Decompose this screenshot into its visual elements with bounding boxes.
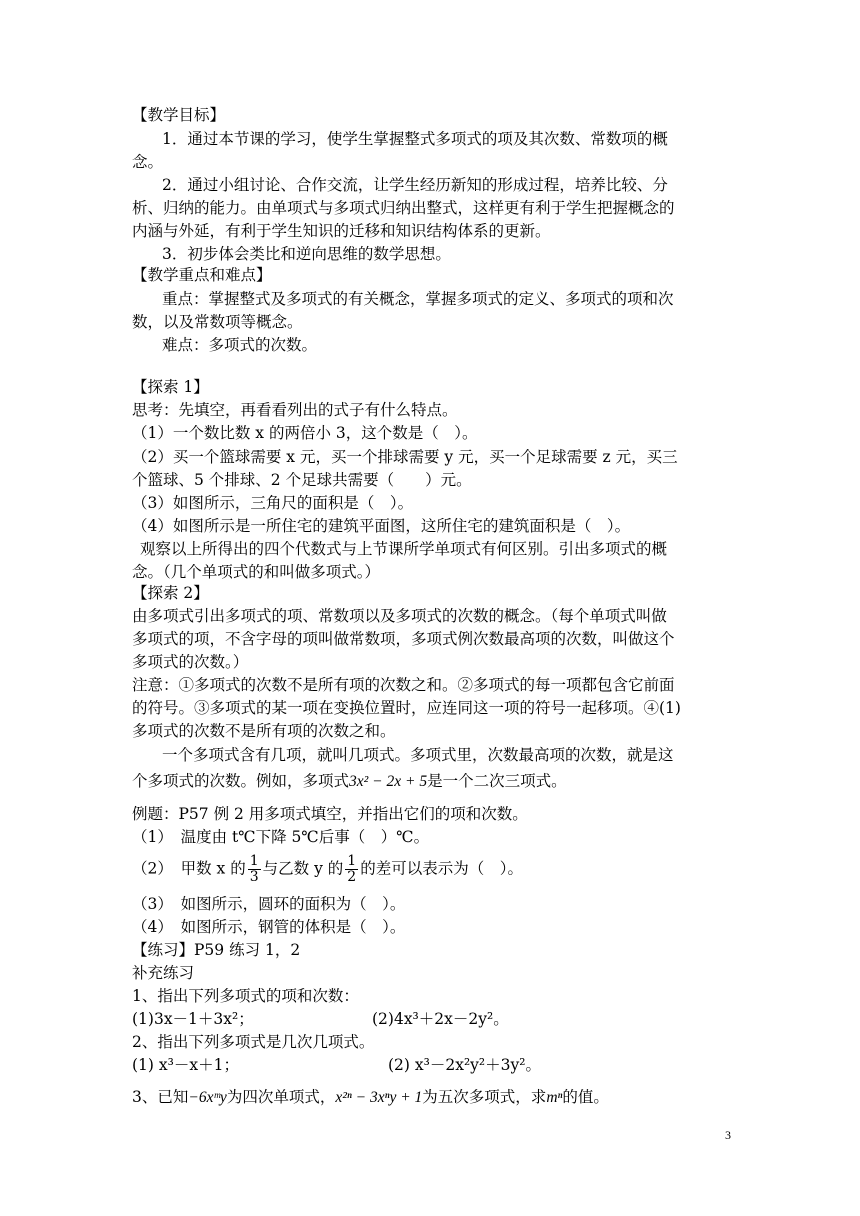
exercise-3-text-a: 3、已知 (132, 1088, 189, 1106)
practice-heading: 【练习】P59 练习 1，2 (132, 941, 301, 959)
example-4: （4） 如图所示，钢管的体积是（ ）。 (132, 918, 406, 936)
observe-line-2: 念。（几个单项式的和叫做多项式。） (132, 563, 381, 581)
question-3: （3）如图所示，三角尺的面积是（ ）。 (132, 494, 414, 512)
example-1: （1） 温度由 t℃下降 5℃后事（ ）℃。 (132, 828, 430, 846)
polynomial-example: 3x² − 2x + 5 (349, 773, 428, 790)
page-number: 3 (725, 1128, 731, 1142)
goal-2-line-1: 2．通过小组讨论、合作交流，让学生经历新知的形成过程，培养比较、分 (162, 176, 668, 194)
explore-1-heading: 【探索 1】 (132, 378, 209, 396)
fraction-1-numerator: 1 (249, 853, 259, 869)
think-prompt: 思考：先填空，再看看列出的式子有什么特点。 (132, 401, 458, 419)
exercise-2: 2、指出下列多项式是几次几项式。 (132, 1033, 375, 1051)
supplement-heading: 补充练习 (132, 964, 195, 982)
key-point-line-1: 重点：掌握整式及多项式的有关概念，掌握多项式的定义、多项式的项和次 (162, 290, 674, 308)
example-2 (132, 854, 523, 885)
note-line-2: 的符号。③多项式的某一项在变换位置时，应连同这一项的符号一起移项。④(1) (132, 699, 681, 717)
difficulty: 难点：多项式的次数。 (162, 336, 318, 354)
explore-2-line-2: 多项式的项，不含字母的项叫做常数项，多项式例次数最高项的次数，叫做这个 (132, 630, 675, 648)
goal-2-line-2: 析、归纳的能力。由单项式与多项式归纳出整式，这样更有利于学生把握概念的 (132, 199, 675, 217)
note-line-3: 多项式的次数不是所有项的次数之和。 (132, 722, 396, 740)
monomial-expression: −6xᵐy (188, 1089, 227, 1106)
key-point-line-2: 数，以及常数项等概念。 (132, 313, 303, 331)
explore-2-heading: 【探索 2】 (132, 584, 209, 602)
question-4: （4）如图所示是一所住宅的建筑平面图，这所住宅的建筑面积是（ ）。 (132, 517, 631, 535)
fraction-2-numerator: 1 (347, 853, 357, 869)
question-2-line-2: 个篮球、5 个排球、2 个足球共需要（ ）元。 (132, 471, 472, 489)
exercise-1-part-2: (2)4x³＋2x－2y²。 (372, 1010, 509, 1028)
explore-2-line-1: 由多项式引出多项式的项、常数项以及多项式的次数的概念。（每个单项式叫做 (132, 607, 667, 625)
exercise-3 (132, 1086, 609, 1109)
paragraph-line-1: 一个多项式含有几项，就叫几项式。多项式里，次数最高项的次数，就是这 (162, 746, 674, 764)
goal-1-line-1: 1．通过本节课的学习，使学生掌握整式多项式的项及其次数、常数项的概 (162, 130, 668, 148)
observe-line-1: 观察以上所得出的四个代数式与上节课所学单项式有何区别。引出多项式的概 (140, 540, 668, 558)
exercise-1-part-1: (1)3x－1＋3x²； (132, 1010, 254, 1028)
exercise-1: 1、指出下列多项式的项和次数： (132, 987, 359, 1005)
exercise-3-text-b: 为四次单项式， (226, 1088, 336, 1106)
fraction-1-denominator: 3 (249, 869, 259, 885)
question-1: （1）一个数比数 x 的两倍小 3，这个数是（ ）。 (132, 424, 478, 442)
goal-1-line-2: 念。 (132, 153, 164, 171)
example-2-text-a: （2） 甲数 x 的 (132, 859, 246, 878)
fraction-one-half (345, 854, 358, 885)
goal-2-line-3: 内涵与外延，有利于学生知识的迁移和知识结构体系的更新。 (132, 222, 551, 240)
explore-2-line-3: 多项式的次数。） (132, 653, 249, 671)
m-power-n: mⁿ (546, 1089, 563, 1106)
goal-3: 3．初步体会类比和逆向思维的数学思想。 (162, 245, 451, 263)
exercise-2-part-2: (2) x³－2x²y²＋3y²。 (388, 1056, 541, 1074)
key-heading: 【教学重点和难点】 (132, 266, 272, 284)
paragraph-line-2-text: 个多项式的次数。例如，多项式 (132, 772, 350, 790)
exercise-3-text-d: 的值。 (562, 1088, 609, 1106)
example-2-text-c: 的差可以表示为（ ）。 (360, 859, 523, 878)
example-3: （3） 如图所示，圆环的面积为（ ）。 (132, 895, 406, 913)
goals-heading: 【教学目标】 (132, 106, 226, 124)
example-intro: 例题：P57 例 2 用多项式填空，并指出它们的项和次数。 (132, 805, 528, 823)
fraction-2-denominator: 2 (347, 869, 357, 885)
exercise-2-part-1: (1) x³－x＋1； (132, 1056, 239, 1074)
paragraph-line-2-end: 是一个二次三项式。 (427, 772, 567, 790)
paragraph-line-2 (132, 770, 567, 793)
example-2-text-b: 与乙数 y 的 (262, 859, 344, 878)
exercise-3-text-c: 为五次多项式，求 (422, 1088, 547, 1106)
polynomial-expression: x²ⁿ − 3xⁿy + 1 (335, 1089, 423, 1106)
question-2-line-1: （2）买一个篮球需要 x 元，买一个排球需要 y 元，买一个足球需要 z 元，买三 (132, 448, 678, 466)
note-line-1: 注意：①多项式的次数不是所有项的次数之和。②多项式的每一项都包含它前面 (132, 676, 675, 694)
fraction-one-third (248, 854, 261, 885)
